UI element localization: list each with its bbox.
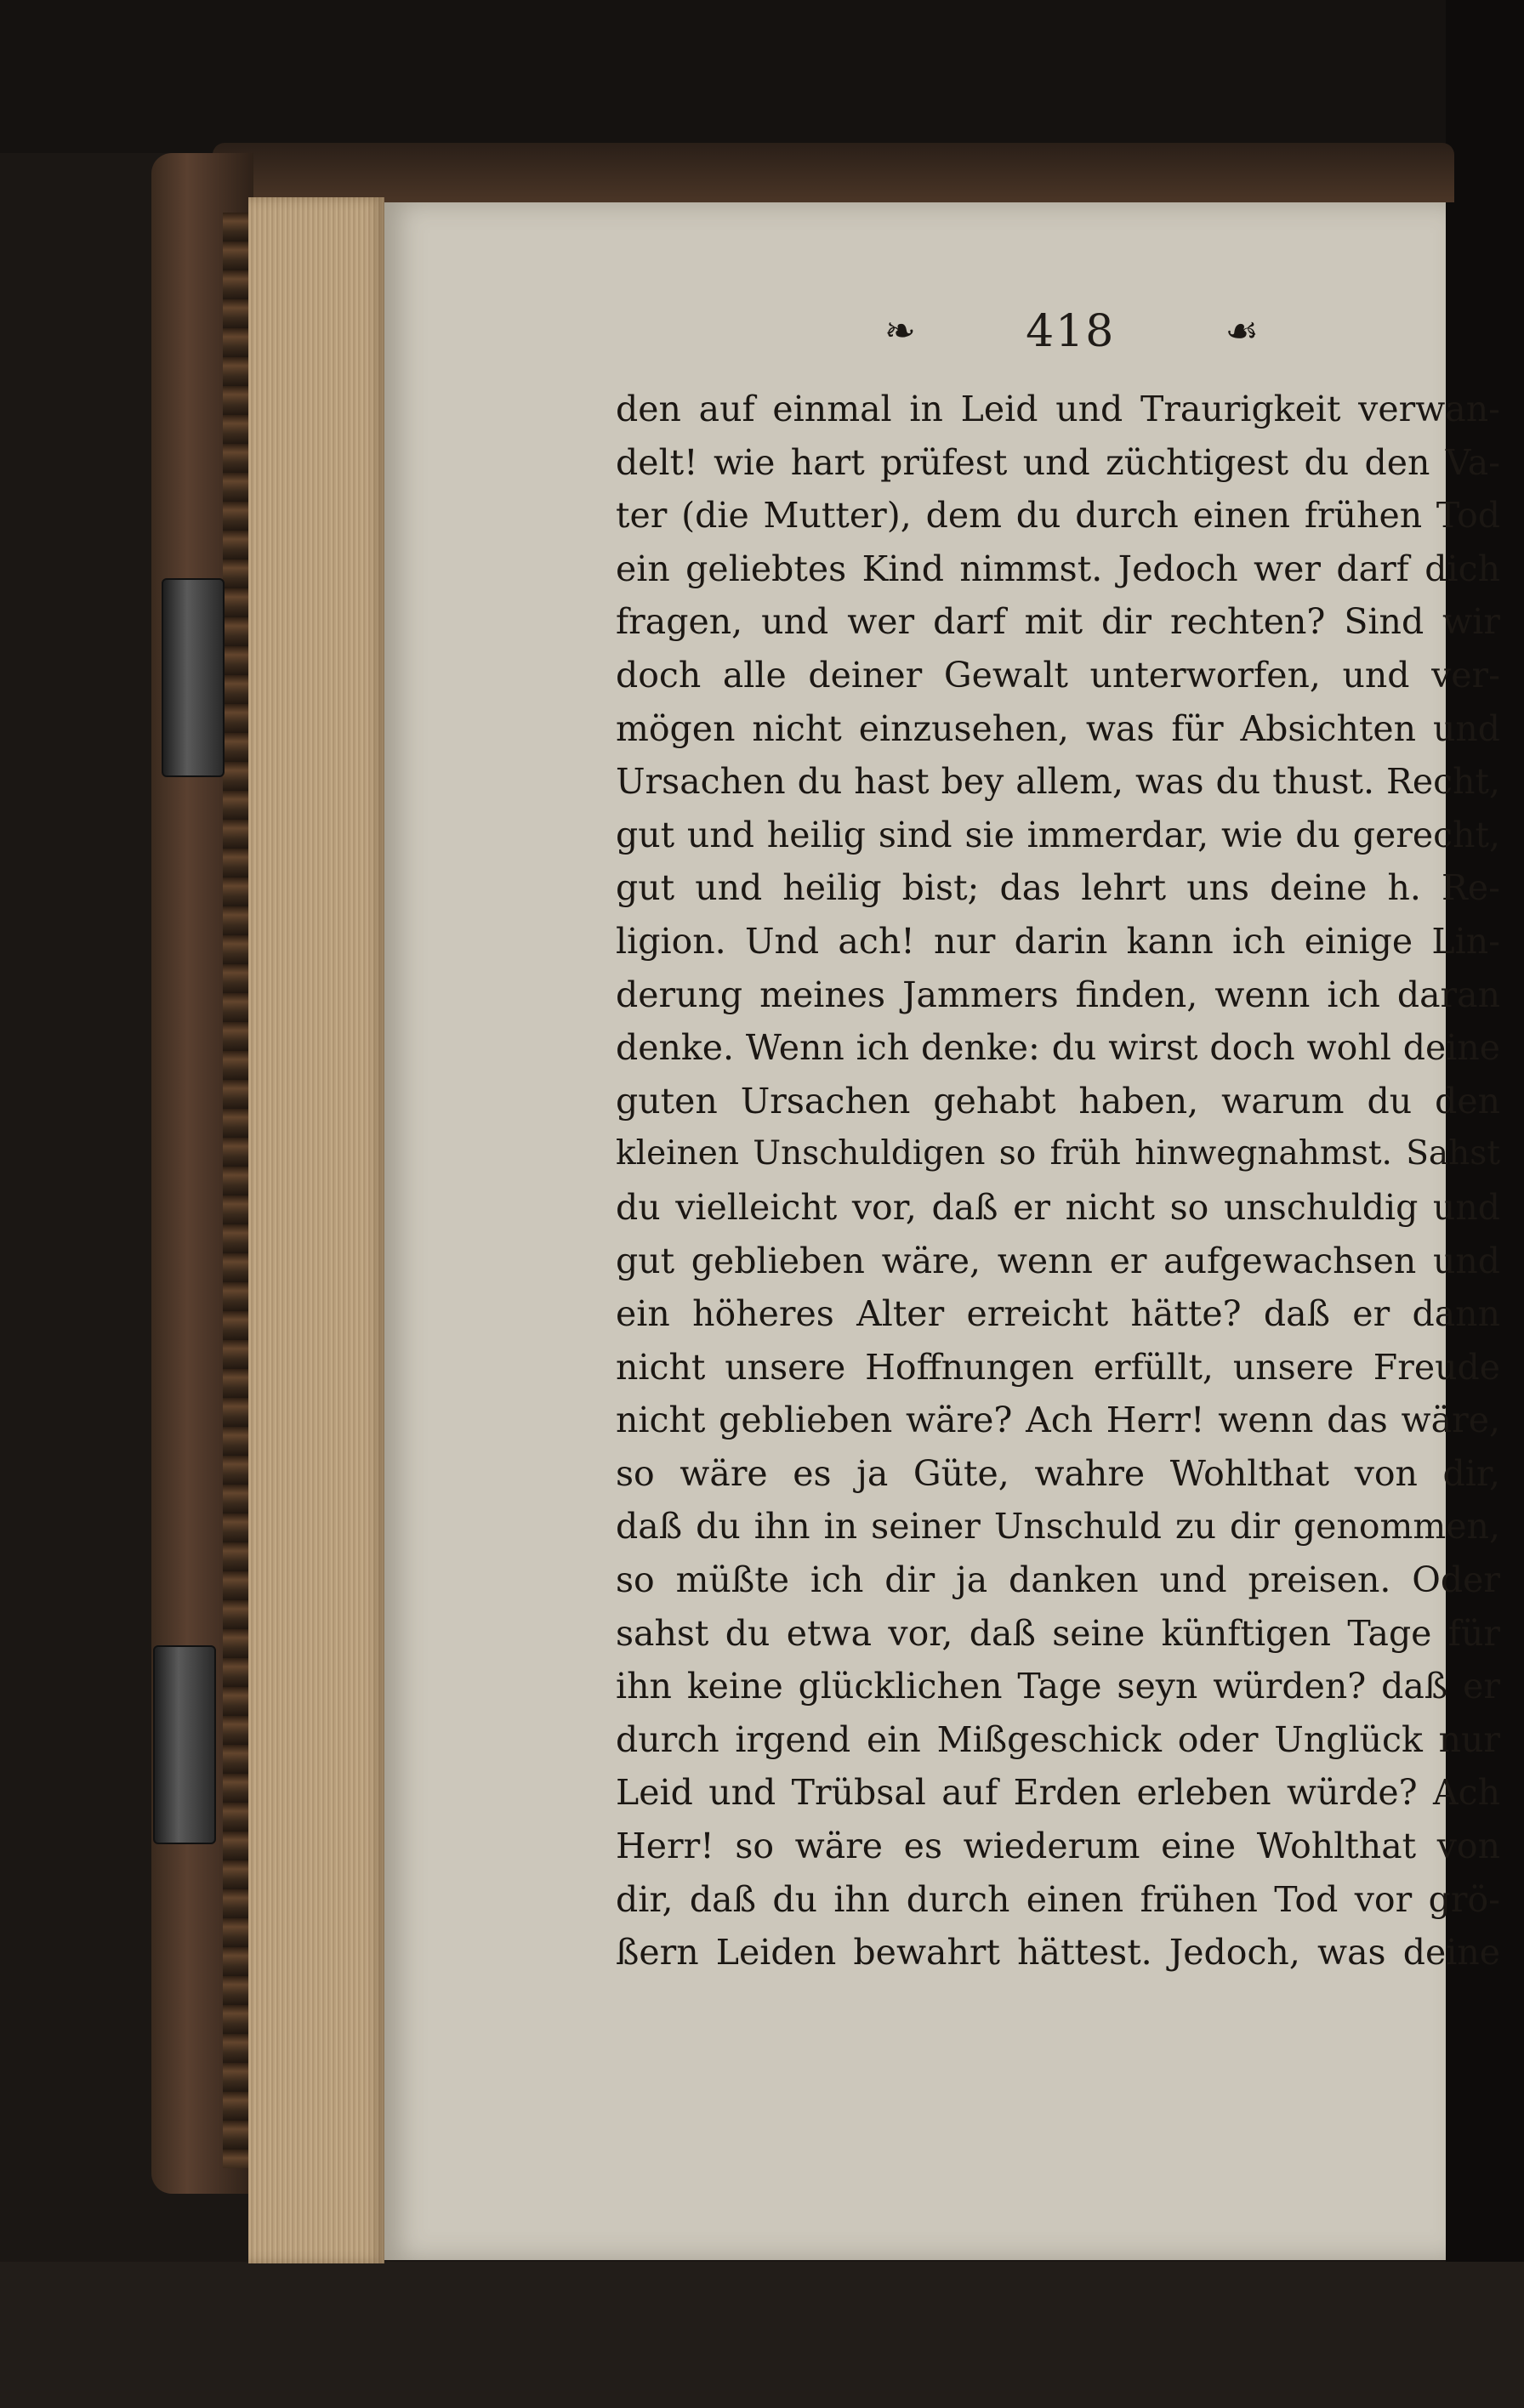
page-edges: [248, 197, 384, 2263]
text-line: daß du ihn in seiner Unschuld zu dir genommen,: [616, 1506, 1500, 1548]
text-line: dir, daß du ihn durch einen frühen Tod vor grö-: [616, 1878, 1500, 1920]
text-line: gut und heilig sind sie immerdar, wie du gerecht,: [616, 814, 1500, 855]
text-line: Herr! so wäre es wiederum eine Wohlthat von: [616, 1826, 1500, 1867]
text-line: so wäre es ja Güte, wahre Wohlthat von dir,: [616, 1452, 1500, 1494]
text-line: fragen, und wer darf mit dir rechten? Sind wir: [616, 601, 1500, 643]
text-line: ein geliebtes Kind nimmst. Jedoch wer darf dich: [616, 548, 1500, 589]
text-line: Ursachen du hast bey allem, was du thust. Recht,: [616, 761, 1500, 803]
text-line: doch alle deiner Gewalt unterworfen, und ver-: [616, 654, 1500, 696]
marbled-spine-pattern: [223, 213, 248, 2168]
text-line: du vielleicht vor, daß er nicht so unschuldig und: [616, 1186, 1500, 1228]
metal-clasp-lower: [153, 1645, 216, 1844]
right-ornament-icon: ☙: [1225, 310, 1259, 353]
text-line: gut geblieben wäre, wenn er aufgewachsen und: [616, 1240, 1500, 1281]
text-line: delt! wie hart prüfest und züchtigest du den Va-: [616, 441, 1500, 483]
left-ornament-icon: ❧: [884, 310, 916, 353]
text-line: mögen nicht einzusehen, was für Absichten und: [616, 707, 1500, 749]
text-line: durch irgend ein Mißgeschick oder Unglück nur: [616, 1718, 1500, 1760]
body-text: [616, 383, 1500, 1979]
text-line: so müßte ich dir ja danken und preisen. Oder: [616, 1559, 1500, 1601]
text-line: ihn keine glücklichen Tage seyn würden? daß er: [616, 1666, 1500, 1707]
background-top: [0, 0, 1524, 153]
text-line: guten Ursachen gehabt haben, warum du den: [616, 1080, 1500, 1122]
text-line: ligion. Und ach! nur darin kann ich einige Lin-: [616, 920, 1500, 962]
text-line: sahst du etwa vor, daß seine künftigen Tage für: [616, 1612, 1500, 1654]
metal-clasp-upper: [162, 578, 225, 777]
text-line: nicht unsere Hoffnungen erfüllt, unsere Freude: [616, 1346, 1500, 1388]
text-line: kleinen Unschuldigen so früh hinwegnahmst. Sahst: [616, 1134, 1500, 1173]
page-number: 418: [1026, 306, 1116, 357]
text-line: nicht geblieben wäre? Ach Herr! wenn das wäre,: [616, 1400, 1500, 1441]
text-line: Leid und Trübsal auf Erden erleben würde? Ach: [616, 1772, 1500, 1814]
text-line: ter (die Mutter), dem du durch einen frühen Tod: [616, 495, 1500, 537]
background-bottom: [0, 2262, 1524, 2408]
text-line: ßern Leiden bewahrt hättest. Jedoch, was deine: [616, 1932, 1500, 1974]
text-line: den auf einmal in Leid und Traurigkeit verwan-: [616, 389, 1500, 429]
text-line: ein höheres Alter erreicht hätte? daß er dann: [616, 1293, 1500, 1335]
text-line: derung meines Jammers finden, wenn ich daran: [616, 974, 1500, 1015]
book-cover-top-edge: [213, 143, 1454, 202]
text-line: gut und heilig bist; das lehrt uns deine h. Re-: [616, 867, 1500, 909]
page-header: [884, 302, 1259, 361]
text-line: denke. Wenn ich denke: du wirst doch wohl deine: [616, 1027, 1500, 1069]
